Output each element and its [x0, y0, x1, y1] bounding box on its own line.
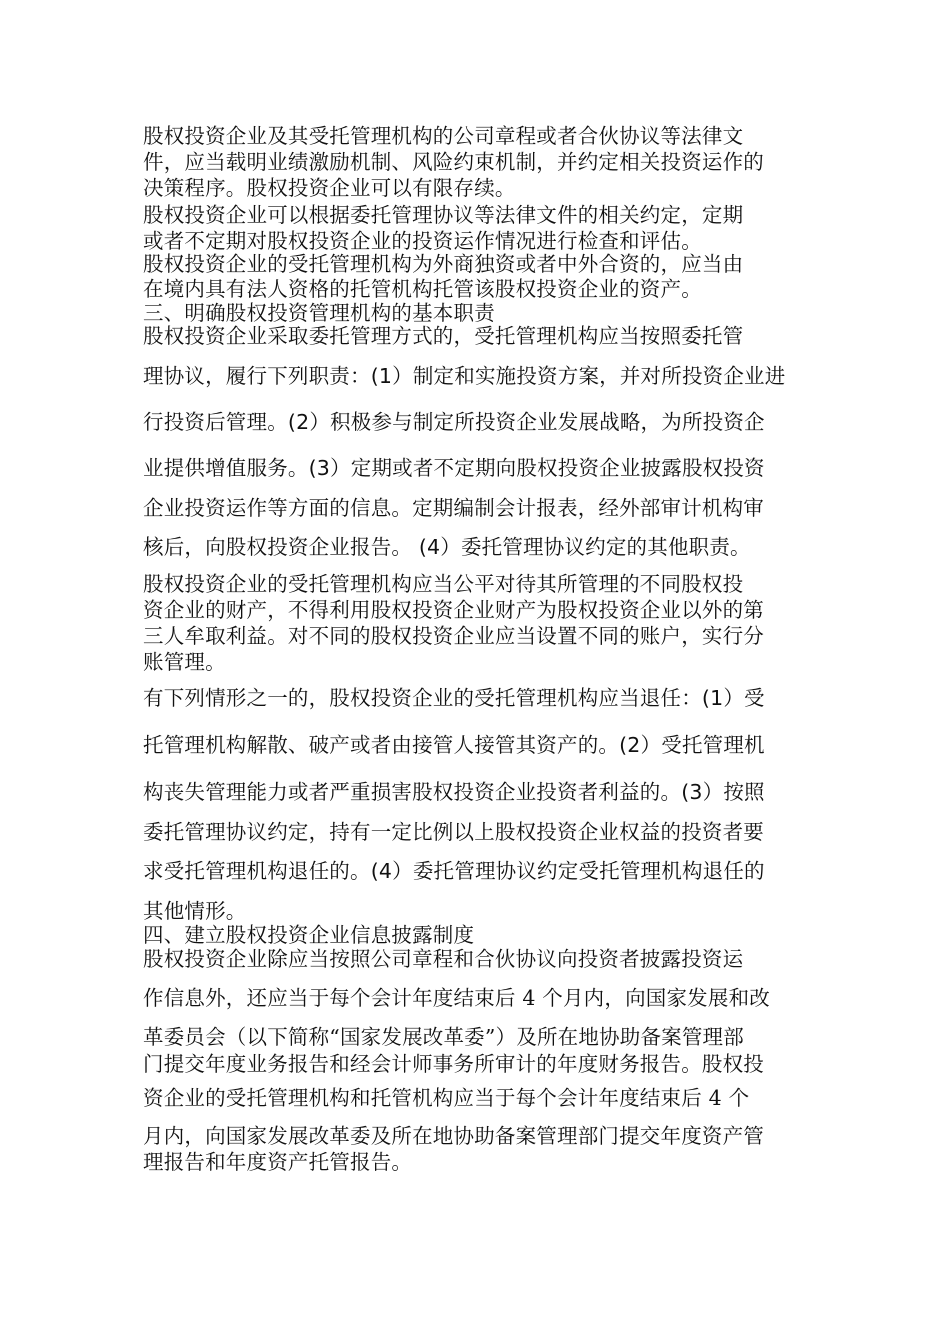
paragraph-line: 股权投资企业除应当按照公司章程和合伙协议向投资者披露投资运 — [143, 947, 744, 971]
paragraph-line: 股权投资企业的受托管理机构为外商独资或者中外合资的，应当由 — [143, 252, 744, 276]
paragraph-line: 账管理。 — [143, 650, 226, 674]
section-heading: 三、明确股权投资管理机构的基本职责 — [143, 301, 495, 325]
paragraph-line: 业提供增值服务。(3）定期或者不定期向股权投资企业披露股权投资 — [143, 456, 765, 480]
paragraph-line: 或者不定期对股权投资企业的投资运作情况进行检查和评估。 — [143, 229, 702, 253]
paragraph-line: 件，应当载明业绩激励机制、风险约束机制，并约定相关投资运作的 — [143, 150, 764, 174]
paragraph-line: 理协议，履行下列职责：(1）制定和实施投资方案，并对所投资企业进 — [143, 364, 786, 388]
paragraph-line: 理报告和年度资产托管报告。 — [143, 1150, 413, 1174]
paragraph-line: 股权投资企业及其受托管理机构的公司章程或者合伙协议等法律文 — [143, 124, 744, 148]
paragraph-line: 有下列情形之一的，股权投资企业的受托管理机构应当退任：(1）受 — [143, 686, 765, 710]
paragraph-line: 资企业的财产，不得利用股权投资企业财产为股权投资企业以外的第 — [143, 598, 764, 622]
paragraph-line: 企业投资运作等方面的信息。定期编制会计报表，经外部审计机构审 — [143, 496, 764, 520]
paragraph-line: 在境内具有法人资格的托管机构托管该股权投资企业的资产。 — [143, 277, 702, 301]
paragraph-line: 股权投资企业采取委托管理方式的，受托管理机构应当按照委托管 — [143, 324, 744, 348]
paragraph-line: 革委员会（以下简称“国家发展改革委”）及所在地协助备案管理部 — [143, 1025, 744, 1049]
paragraph-line: 门提交年度业务报告和经会计师事务所审计的年度财务报告。股权投 — [143, 1052, 764, 1076]
section-heading: 四、建立股权投资企业信息披露制度 — [143, 923, 475, 947]
paragraph-line: 三人牟取利益。对不同的股权投资企业应当设置不同的账户，实行分 — [143, 624, 764, 648]
paragraph-line: 构丧失管理能力或者严重损害股权投资企业投资者利益的。(3）按照 — [143, 780, 765, 804]
paragraph-line: 托管理机构解散、破产或者由接管人接管其资产的。(2）受托管理机 — [143, 733, 765, 757]
paragraph-line: 资企业的受托管理机构和托管机构应当于每个会计年度结束后 4 个 — [143, 1086, 750, 1110]
paragraph-line: 求受托管理机构退任的。(4）委托管理协议约定受托管理机构退任的 — [143, 859, 765, 883]
paragraph-line: 核后，向股权投资企业报告。 (4）委托管理协议约定的其他职责。 — [143, 535, 751, 559]
paragraph-line: 作信息外，还应当于每个会计年度结束后 4 个月内，向国家发展和改 — [143, 986, 770, 1010]
paragraph-line: 月内，向国家发展改革委及所在地协助备案管理部门提交年度资产管 — [143, 1124, 764, 1148]
paragraph-line: 行投资后管理。(2）积极参与制定所投资企业发展战略，为所投资企 — [143, 410, 765, 434]
paragraph-line: 委托管理协议约定，持有一定比例以上股权投资企业权益的投资者要 — [143, 820, 764, 844]
paragraph-line: 股权投资企业的受托管理机构应当公平对待其所管理的不同股权投 — [143, 572, 744, 596]
paragraph-line: 决策程序。股权投资企业可以有限存续。 — [143, 176, 516, 200]
paragraph-line: 股权投资企业可以根据委托管理协议等法律文件的相关约定，定期 — [143, 203, 744, 227]
paragraph-line: 其他情形。 — [143, 899, 247, 923]
